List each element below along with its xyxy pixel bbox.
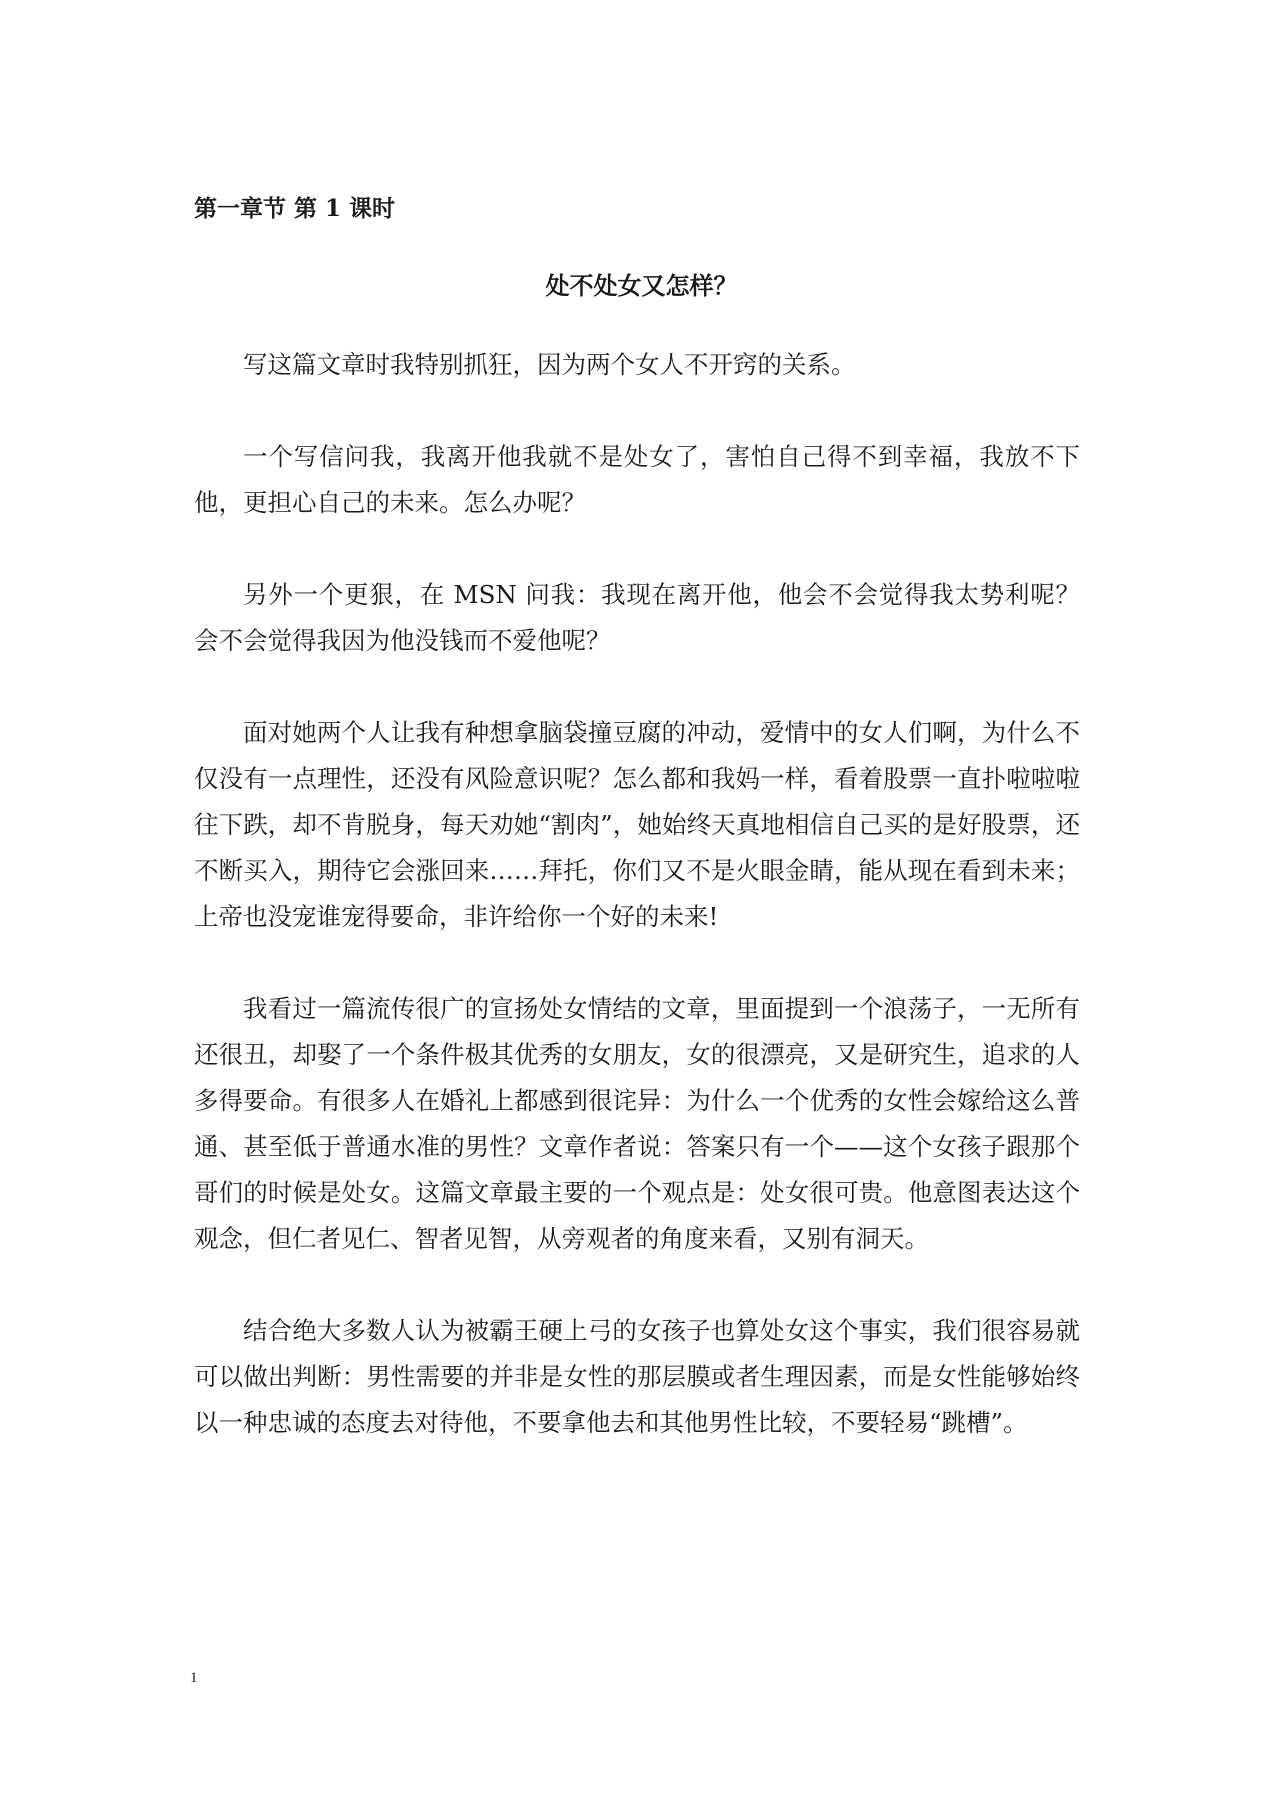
paragraph: 另外一个更狠，在 MSN 问我：我现在离开他，他会不会觉得我太势利呢？会不会觉得我因为他没钱而不爱他呢？ — [194, 580, 1080, 655]
paragraph: 一个写信问我，我离开他我就不是处女了，害怕自己得不到幸福，我放不下他，更担心自己的未来。怎么办呢？ — [194, 442, 1080, 517]
article-title: 处不处女又怎样？ — [545, 271, 738, 300]
paragraph: 面对她两个人让我有种想拿脑袋撞豆腐的冲动，爱情中的女人们啊，为什么不仅没有一点理性，还没有风险意识呢？怎么都和我妈一样，看着股票一直扑啦啦啦往下跌，却不肯脱身，每天劝她“割肉”，她始终天真地相信自己买的是好股票，还不断买入，期待它会涨回来……拜托，你们又不是火眼金睛，能从现在看到未来；上帝也没宠谁宠得要命，非许给你一个好的未来! — [194, 718, 1080, 931]
article-body — [194, 342, 1080, 1492]
paragraph: 写这篇文章时我特别抓狂，因为两个女人不开窍的关系。 — [243, 350, 856, 379]
page-number: 1 — [190, 1670, 198, 1686]
paragraph: 结合绝大多数人认为被霸王硬上弓的女孩子也算处女这个事实，我们很容易就可以做出判断：男性需要的并非是女性的那层膜或者生理因素，而是女性能够始终以一种忠诚的态度去对待他，不要拿他去和其他男性比较，不要轻易“跳槽”。 — [194, 1316, 1080, 1437]
chapter-heading: 第一章节 第 1 课时 — [194, 195, 396, 222]
paragraph: 我看过一篇流传很广的宣扬处女情结的文章，里面提到一个浪荡子，一无所有还很丑，却娶了一个条件极其优秀的女朋友，女的很漂亮，又是研究生，追求的人多得要命。有很多人在婚礼上都感到很诧异：为什么一个优秀的女性会嫁给这么普通、甚至低于普通水准的男性？文章作者说：答案只有一个——这个女孩子跟那个哥们的时候是处女。这篇文章最主要的一个观点是：处女很可贵。他意图表达这个观念，但仁者见仁、智者见智，从旁观者的角度来看，又别有洞天。 — [194, 994, 1080, 1253]
